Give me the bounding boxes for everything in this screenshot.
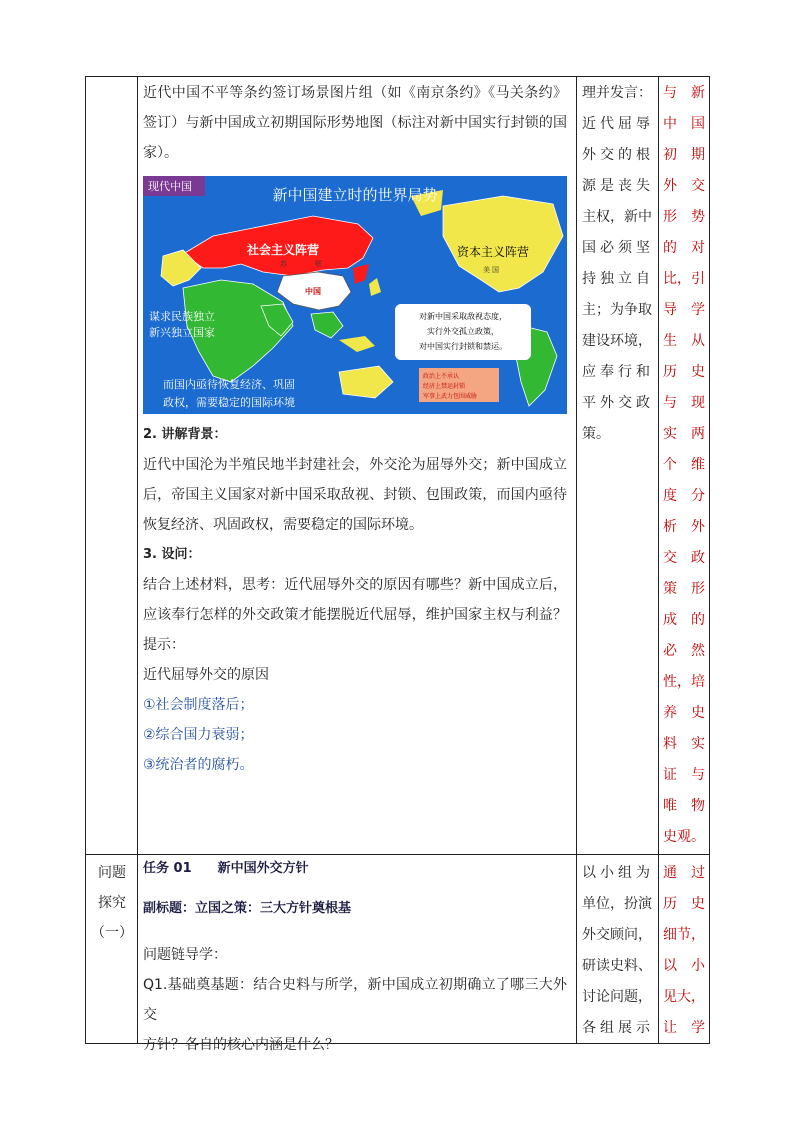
activity-line: 应奉行和 xyxy=(582,364,650,380)
purpose-line: 历 史 xyxy=(663,364,705,380)
legend-line-2: 经济上禁运封锁 xyxy=(423,384,466,390)
world-situation-map xyxy=(143,176,567,414)
background-heading: 2. 讲解背景： xyxy=(143,427,227,442)
activity-line: 外交的根 xyxy=(582,147,650,163)
activity-line: 国必须坚 xyxy=(582,240,650,256)
purpose-line: 让 学 xyxy=(663,1020,705,1036)
china-label: 中国 xyxy=(305,287,321,296)
ussr-label-1: 苏 xyxy=(280,261,287,268)
activity-line: 研读史料、 xyxy=(582,958,652,974)
independence-label-1: 谋求民族独立 xyxy=(149,311,215,323)
activity-line: 外交顾问， xyxy=(582,927,652,943)
purpose-line: 性，培 xyxy=(663,674,705,690)
purpose-line: 实 两 xyxy=(663,426,705,442)
background-line: 近代中国沦为半殖民地半封建社会，外交沦为屈辱外交；新中国成立 xyxy=(143,457,567,473)
activity-line: 理并发言： xyxy=(582,85,652,101)
section-label-line: （一） xyxy=(91,925,133,941)
purpose-line: 度 分 xyxy=(663,488,705,504)
purpose-line: 生 从 xyxy=(663,333,705,349)
map-title: 新中国建立时的世界局势 xyxy=(272,187,438,204)
purpose-line: 养 史 xyxy=(663,705,705,721)
map-tag: 现代中国 xyxy=(148,181,192,193)
section-label-line: 问题 xyxy=(98,865,126,881)
purpose-line: 通 过 xyxy=(663,865,705,881)
section-label xyxy=(88,858,136,948)
purpose-line: 比，引 xyxy=(663,271,705,287)
question-chain-label: 问题链导学： xyxy=(143,947,227,963)
intro-line: 近代中国不平等条约签订场景图片组（如《南京条约》《马关条约》 xyxy=(143,85,567,101)
purpose-line: 的 对 xyxy=(663,240,705,256)
hint-label: 提示： xyxy=(143,637,185,653)
purpose-column-bottom xyxy=(663,858,703,1044)
purpose-line: 中 国 xyxy=(663,116,705,132)
ussr-label-2: 联 xyxy=(315,261,322,268)
reason-item: ②综合国力衰弱； xyxy=(143,727,254,743)
activity-line: 近代屈辱 xyxy=(582,116,650,132)
purpose-line: 历 史 xyxy=(663,896,705,912)
purpose-line: 必 然 xyxy=(663,643,705,659)
activity-line: 讨论问题， xyxy=(582,989,652,1005)
intro-line: 家）。 xyxy=(143,145,178,161)
purpose-line: 见大， xyxy=(663,989,705,1005)
purpose-line: 导 学 xyxy=(663,302,705,318)
purpose-line: 与 现 xyxy=(663,395,705,411)
task-content xyxy=(143,858,567,1060)
bottom-line-1: 而国内亟待恢复经济、巩固 xyxy=(163,379,295,391)
activity-line: 平外交政 xyxy=(582,395,650,411)
q1-line: 方针？各自的核心内涵是什么？ xyxy=(143,1037,339,1053)
legend-line-3: 军事上武力包围威胁 xyxy=(423,394,478,400)
purpose-line: 与 新 xyxy=(663,85,705,101)
purpose-line: 料 实 xyxy=(663,736,705,752)
activity-line: 建设环境， xyxy=(582,333,652,349)
purpose-line: 策 形 xyxy=(663,581,705,597)
capitalist-label: 资本主义阵营 xyxy=(456,245,530,259)
reason-item: ③统治者的腐朽。 xyxy=(143,757,254,773)
task-title: 任务 01 新中国外交方针 xyxy=(143,861,309,876)
task-subtitle: 副标题：立国之策：三大方针奠根基 xyxy=(143,901,352,916)
policy-line-1: 对新中国采取敌视态度， xyxy=(419,312,507,321)
reasons-title: 近代屈辱外交的原因 xyxy=(143,667,269,683)
usa-label: 美 国 xyxy=(483,267,499,274)
activity-column-top xyxy=(582,78,650,450)
activity-line: 各组展示 xyxy=(582,1020,650,1036)
purpose-line: 细节， xyxy=(663,927,705,943)
purpose-line: 唯 物 xyxy=(663,798,705,814)
question-line: 应该奉行怎样的外交政策才能摆脱近代屈辱，维护国家主权与利益？ xyxy=(143,607,567,623)
purpose-line: 史观。 xyxy=(663,829,705,845)
policy-line-2: 实行外交孤立政策， xyxy=(427,327,499,336)
purpose-line: 交 政 xyxy=(663,550,705,566)
activity-column-bottom xyxy=(582,858,650,1044)
purpose-line: 外 交 xyxy=(663,178,705,194)
lesson-body xyxy=(143,420,567,780)
activity-line: 主权，新中 xyxy=(582,209,652,225)
background-line: 后，帝国主义国家对新中国采取敌视、封锁、包围政策，而国内亟待 xyxy=(143,487,567,503)
purpose-line: 析 外 xyxy=(663,519,705,535)
activity-line: 持独立自 xyxy=(582,271,650,287)
intro-text xyxy=(143,78,567,168)
purpose-line: 成 的 xyxy=(663,612,705,628)
question-heading: 3. 设问： xyxy=(143,547,201,562)
q1-line: Q1.基础奠基题：结合史料与所学，新中国成立初期确立了哪三大外交 xyxy=(143,977,567,1023)
activity-line: 主；为争取 xyxy=(582,302,652,318)
background-line: 恢复经济、巩固政权，需要稳定的国际环境。 xyxy=(143,517,423,533)
activity-line: 源是丧失 xyxy=(582,178,650,194)
activity-line: 以小组为 xyxy=(582,865,650,881)
legend-line-1: 政治上不承认 xyxy=(423,374,460,380)
section-label-line: 探究 xyxy=(98,895,126,911)
policy-line-3: 对中国实行封锁和禁运。 xyxy=(419,342,507,351)
question-line: 结合上述材料，思考：近代屈辱外交的原因有哪些？新中国成立后， xyxy=(143,577,567,593)
purpose-line: 证 与 xyxy=(663,767,705,783)
activity-line: 单位，扮演 xyxy=(582,896,652,912)
purpose-column-top xyxy=(663,78,703,853)
intro-line: 签订）与新中国成立初期国际形势地图（标注对新中国实行封锁的国 xyxy=(143,115,567,131)
socialist-label: 社会主义阵营 xyxy=(246,243,320,257)
purpose-line: 个 维 xyxy=(663,457,705,473)
purpose-line: 形 势 xyxy=(663,209,705,225)
bottom-line-2: 政权，需要稳定的国际环境 xyxy=(163,397,295,409)
reason-item: ①社会制度落后； xyxy=(143,697,254,713)
activity-line: 策。 xyxy=(582,426,610,442)
purpose-line: 初 期 xyxy=(663,147,705,163)
purpose-line: 以 小 xyxy=(663,958,705,974)
independence-label-2: 新兴独立国家 xyxy=(149,327,215,339)
